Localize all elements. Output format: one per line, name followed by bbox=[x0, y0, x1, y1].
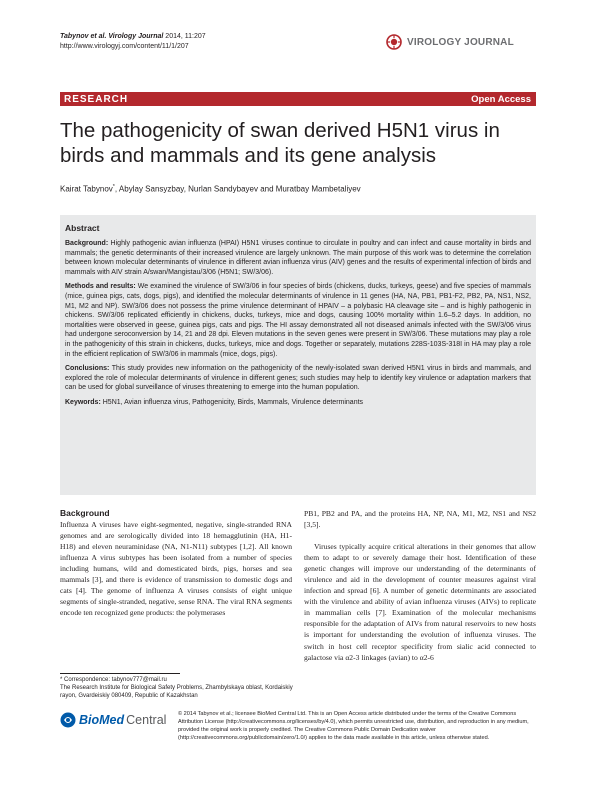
body-paragraph: Viruses typically acquire critical alterations in their genomes that allow them to adapt to or severely damage their host. Identification of these genetic changes will improve our understanding of the determinants of virulence and aid in the development of counter measures against viral infection and spread [6]. A number of genetic determinants are associated with the virulence and ability of avian influenza viruses (AIVs) to replicate in mammalian cells [7]. Examination of the molecular mechanisms responsible for the adaptation of AIVs from natural reservoirs to new hosts is important for understanding the evolution of influenza viruses. The switch in host cell receptor specificity from sialic acid connected to galactose via α2-3 linkages (avian) to α2-6 bbox=[304, 542, 536, 662]
abstract-methods-label: Methods and results: bbox=[65, 283, 136, 291]
footnote-rule bbox=[60, 673, 180, 674]
section-heading-background: Background bbox=[60, 508, 110, 518]
article-url[interactable]: http://www.virologyj.com/content/11/1/207 bbox=[60, 43, 189, 50]
abstract-background-label: Background: bbox=[65, 240, 109, 247]
corresponding-author: Kairat Tabynov bbox=[60, 184, 113, 194]
biomed-central-logo bbox=[60, 712, 166, 728]
abstract-methods bbox=[65, 282, 531, 359]
body-column-right bbox=[304, 508, 536, 663]
open-access-label: Open Access bbox=[471, 93, 531, 105]
abstract-conclusions bbox=[65, 364, 531, 393]
virology-journal-logo-icon bbox=[386, 34, 402, 50]
journal-logo-text: VIROLOGY JOURNAL bbox=[407, 36, 514, 48]
body-column-left bbox=[60, 508, 292, 618]
article-title: The pathogenicity of swan derived H5N1 virus in birds and mammals and its gene analysis bbox=[60, 119, 500, 167]
biomed-central-logo-icon bbox=[60, 712, 76, 728]
article-type-bar bbox=[60, 92, 536, 106]
abstract-keywords bbox=[65, 398, 531, 408]
journal-citation bbox=[60, 32, 206, 52]
keywords-text: H5N1, Avian influenza virus, Pathogenicity, Birds, Mammals, Virulence determinants bbox=[100, 398, 364, 406]
footnote bbox=[60, 676, 296, 700]
keywords-label: Keywords: bbox=[65, 398, 101, 406]
body-paragraph-continued: PB1, PB2 and PA, and the proteins HA, NP, NA, M1, M2, NS1 and NS2 [3,5]. bbox=[304, 509, 536, 530]
correspondence-mark: * bbox=[112, 184, 115, 190]
abstract-methods-text: We examined the virulence of SW/3/06 in four species of birds (chickens, ducks, turkeys, geese) and five species of mammals (mice, guinea pigs, cats, dogs, pigs), and identified the molecular determinants of virulence in 11 genes (HA, NA, PB1, PB1-F2, PB2, PA, NS1, NS2, M1, M2 and NP). SW/3/06 does not possess the prime virulence determinant of HPAIV – a polybasic HA cleavage site – and is highly pathogenic in chickens. SW/3/06 replicated efficiently in chickens, ducks, turkeys, mice and dogs, causing 100% mortality within 1.6–5.2 days. In addition, no mortalities were observed in geese, guinea pigs, cats and pigs. The HI assay demonstrated all not diseased animals infected with the SW/3/06 virus had undergone seroconversion by 14, 21 and 28 dpi. Eleven mutations in the seven genes were present in SW/3/06. These mutations may play a role in the pathogenicity of this strain in chickens, ducks, turkeys, mice and dogs. Together or separately, mutations 228S-103S-318I in HA may play a role in the efficient replication of SW/3/06 in mammals (mice, dogs, pigs). bbox=[65, 283, 531, 358]
author-list bbox=[60, 182, 536, 195]
abstract-conclusions-label: Conclusions: bbox=[65, 365, 110, 373]
author-affiliation: The Research Institute for Biological Safety Problems, Zhambylskaya oblast, Kordaiskiy rayon, Gvardeiskiy 080409, Republic of Kazakhstan bbox=[60, 685, 293, 699]
abstract-conclusions-text: This study provides new information on the pathogenicity of the newly-isolated swan derived H5N1 virus in birds and mammals, and explored the role of molecular determinants of virulence in different genes; such studies may help to identify key virulence or adaptation markers that can be used for global surveillance of viruses threatening to emerge into the human population. bbox=[65, 365, 531, 392]
abstract-box bbox=[60, 215, 536, 495]
abstract-background bbox=[65, 239, 531, 277]
publisher-name-2: Central bbox=[126, 713, 167, 727]
publisher-name-1: BioMed bbox=[79, 713, 125, 727]
virology-journal-logo bbox=[386, 34, 514, 50]
abstract-heading: Abstract bbox=[65, 223, 100, 233]
body-paragraph: Influenza A viruses have eight-segmented, negative, single-stranded RNA genomes and are serologically divided into 18 hemagglutinin (HA, H1-H18) and eleven neuraminidase (NA, N1-N11) subtypes [1,2]. All known influenza A virus subtypes has been isolated from a number of species including humans, wild and domesticated birds, pigs, horses and sea mammals [3], and there is evidence of transmission to domestic dogs and cats [4]. The genome of influenza A viruses consists of eight unique segments of single-stranded, negative, sense RNA. The viral RNA segments encode ten recognized gene products: the polymerases bbox=[60, 520, 292, 618]
citation-authors: Tabynov et al. bbox=[60, 33, 109, 40]
correspondence-email: * Correspondence: tabynov777@mail.ru bbox=[60, 677, 167, 683]
license-statement: © 2014 Tabynov et al.; licensee BioMed Central Ltd. This is an Open Access article distributed under the terms of the Creative Commons Attribution License (http://creativecommons.org/licenses/by/4.0), which permits unrestricted use, distribution, and reproduction in any medium, provided the original work is properly credited. The Creative Commons Public Domain Dedication waiver (http://creativecommons.org/publicdomain/zero/1.0/) applies to the data made available in this article, unless otherwise stated. bbox=[178, 711, 529, 741]
citation-volume: 2014, 11:207 bbox=[163, 33, 206, 40]
co-authors: , Abylay Sansyzbay, Nurlan Sandybayev and Muratbay Mambetaliyev bbox=[114, 184, 361, 194]
abstract-background-text: Highly pathogenic avian influenza (HPAI) H5N1 viruses continue to circulate in poultry and can infect and cause mortality in birds and mammals; the genetic determinants of their increased virulence are largely unknown. The main purpose of this work was to determine the correlation between known molecular determinants of virulence in different avian influenza virus (AIV) genes and the results of experimental infection of birds and mammals with AIV strain A/swan/Mangistau/3/06 (H5N1; SW/3/06). bbox=[65, 240, 531, 276]
citation-journal: Virology Journal bbox=[108, 33, 164, 40]
article-type-label: RESEARCH bbox=[64, 93, 129, 105]
